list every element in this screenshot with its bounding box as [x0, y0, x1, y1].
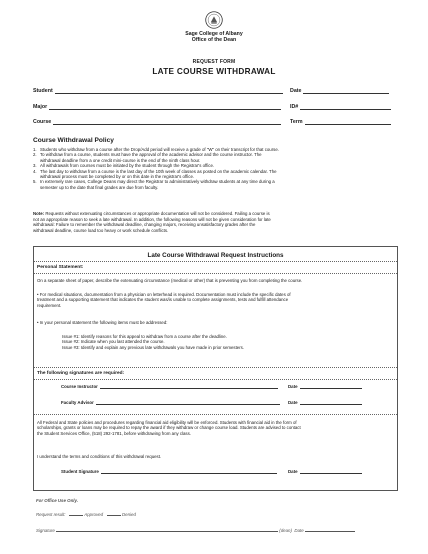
- divider: [34, 273, 397, 274]
- course-instructor-signature[interactable]: [100, 385, 278, 389]
- course-field-row: [33, 119, 281, 125]
- divider: [34, 379, 397, 380]
- faculty-advisor-signature[interactable]: [96, 401, 280, 405]
- instructor-date-row: [288, 384, 362, 389]
- term-field-row: [290, 119, 391, 125]
- office-date-field[interactable]: [305, 528, 355, 532]
- statement-instruction: On a separate sheet of paper, describe the extenuating circumstance (medical or other) that is preventing you from completing the course.: [37, 278, 303, 283]
- institution-name: Sage College of Albany: [185, 31, 243, 37]
- instructor-date-field[interactable]: [300, 385, 362, 389]
- request-result-label: Request result:: [36, 512, 66, 517]
- major-field[interactable]: [49, 105, 281, 110]
- divider: [34, 261, 397, 262]
- policy-heading: Course Withdrawal Policy: [33, 137, 114, 144]
- office-use-label: For Office Use Only.: [36, 498, 78, 503]
- office-date-label: Date: [294, 528, 304, 533]
- student-signature-label: Student Signature: [61, 469, 99, 474]
- policy-item: 3. All withdrawals from courses must be initiated by the student through the Registrar's office.: [33, 163, 215, 169]
- issue-item: Issue #2: Indicate when you last attended the course.: [62, 339, 165, 345]
- instructions-box: [33, 246, 398, 491]
- advisor-date-field[interactable]: [300, 401, 362, 405]
- approved-label: Approved: [84, 512, 104, 517]
- college-seal-icon: [205, 11, 223, 29]
- major-field-row: [33, 104, 281, 110]
- policy-item: 4. The last day to withdraw from a course is the last day of the 10th week of classes as posted on the academic calendar. The: [33, 168, 277, 174]
- policy-item-cont: withdrawal process must be completed by or on this date in the registrar's office.: [40, 174, 195, 180]
- course-label: Course: [33, 119, 52, 125]
- policy-note: Note: Requests without extenuating circumstances or appropriate documentation will not be considered. Failing a course is not an appropriate reason to seek a late withdrawal. In addition, the following reasons will not be given consideration for late withdrawal: Failure to remember the withdrawal deadline, changing majors, receiving unsatisfactory grades after the withdrawal deadline, course load too heavy or work schedule conflicts.: [33, 211, 271, 233]
- advisor-date-row: [288, 400, 362, 405]
- term-field[interactable]: [305, 120, 391, 125]
- date-label: Date: [288, 400, 298, 405]
- policy-list: [33, 147, 399, 190]
- dean-signature-row: [36, 528, 355, 533]
- course-field[interactable]: [53, 120, 281, 125]
- dean-label: (dean): [279, 528, 292, 533]
- term-label: Term: [290, 119, 303, 125]
- id-label: ID#: [290, 104, 299, 110]
- signatures-heading: The following signatures are required:: [37, 371, 125, 376]
- student-signature-field[interactable]: [101, 470, 277, 474]
- student-field-row: [33, 88, 283, 94]
- student-date-row: [288, 469, 362, 474]
- date-label: Date: [290, 88, 302, 94]
- course-instructor-row: [61, 384, 278, 389]
- issue-item: Issue #1: Identify reasons for this appeal to withdraw from a course after the deadline.: [62, 334, 227, 339]
- id-field[interactable]: [300, 105, 391, 110]
- issue-item: Issue #3: Identify and explain any previous late withdrawals you have made in prior semesters.: [62, 344, 245, 350]
- id-field-row: [290, 104, 391, 110]
- divider: [34, 367, 397, 368]
- items-addressed-note: • In your personal statement the following items must be addressed:: [37, 320, 168, 325]
- instructions-title: Late Course Withdrawal Request Instructions: [147, 252, 284, 259]
- divider: [34, 414, 397, 415]
- faculty-advisor-label: Faculty Advisor: [61, 400, 94, 405]
- office-name: Office of the Dean: [191, 37, 237, 43]
- date-field-row: [290, 88, 389, 94]
- policy-item-cont: withdrawal deadline from a one credit mini-course is the end of the ninth class hour.: [40, 157, 201, 163]
- student-date-field[interactable]: [300, 470, 362, 474]
- policy-item: 1. Students who withdraw from a course after the Drop/Add period will receive a grade of "W" on their transcript for that course.: [33, 147, 279, 152]
- policy-item: 2. To withdraw from a course, students must have the approval of the academic advisor and the course instructor. The: [33, 152, 262, 158]
- denied-mark-field[interactable]: [107, 512, 121, 516]
- date-label: Date: [288, 469, 298, 474]
- date-field[interactable]: [303, 89, 389, 94]
- personal-statement-heading: Personal Statement:: [37, 265, 84, 270]
- major-label: Major: [33, 104, 48, 110]
- financial-aid-notice: All Federal and State policies and procedures regarding financial aid eligibility will be enforced. Students with financial aid in the form of scholarships, grants or loans may be required to repay the award if they withdraw or change course load. Students are advised to contact the Student Services Office, (518) 292-1781, before withdrawing from any class.: [37, 420, 301, 436]
- issues-list: [62, 334, 244, 350]
- approved-mark-field[interactable]: [69, 512, 83, 516]
- terms-acknowledgement: I understand the terms and conditions of this withdrawal request.: [37, 454, 162, 459]
- form-title: LATE COURSE WITHDRAWAL: [152, 67, 276, 76]
- medical-documentation-note: • For medical situations, documentation from a physician on letterhead is required. Documentation must include the specific dates of treatment and a supporting statement that indicates the student was/is unable to complete assignments, tests and fulfill attendance requirement.: [37, 292, 291, 308]
- denied-label: Denied: [121, 512, 136, 517]
- course-instructor-label: Course Instructor: [61, 384, 98, 389]
- faculty-advisor-row: [61, 400, 280, 405]
- note-label: Note:: [33, 211, 45, 216]
- request-result-row: [36, 512, 136, 517]
- dean-signature-field[interactable]: [56, 528, 278, 532]
- student-label: Student: [33, 88, 53, 94]
- student-signature-row: [61, 469, 277, 474]
- policy-item: 5. In extremely rare cases, College Deans may direct the Registrar to administratively withdraw students at any time during a: [33, 179, 275, 185]
- signature-label: Signature: [36, 528, 55, 533]
- form-type: REQUEST FORM: [192, 59, 236, 65]
- date-label: Date: [288, 384, 298, 389]
- policy-item-cont: semester up to the date that final grades are due from faculty.: [40, 184, 159, 190]
- student-field[interactable]: [55, 89, 283, 94]
